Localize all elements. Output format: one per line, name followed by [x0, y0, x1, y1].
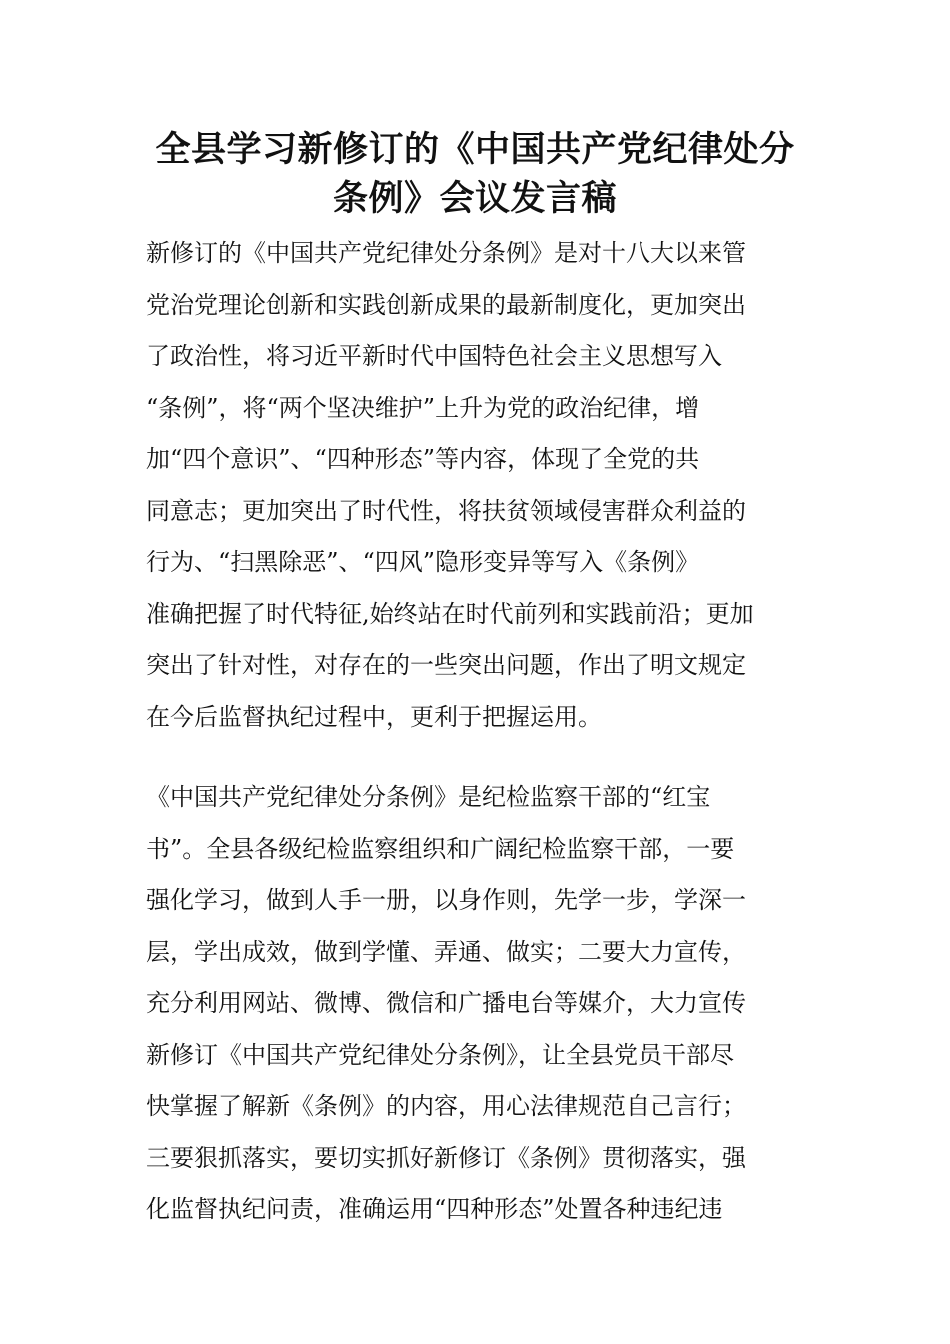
text-line: 了政治性，将习近平新时代中国特色社会主义思想写入 [146, 342, 722, 370]
text-line: 同意志；更加突出了时代性，将扶贫领域侵害群众利益的 [146, 496, 746, 525]
paragraph-2 [146, 772, 826, 1236]
text-line: 充分利用网站、微博、微信和广播电台等媒介，大力宣传 [146, 989, 746, 1017]
title-line: 全县学习新修订的《中国共产党纪律处分 [155, 130, 795, 170]
text-line: 突出了针对性，对存在的一些突出问题，作出了明文规定 [146, 651, 746, 679]
text-line: 三要狠抓落实，要切实抓好新修订《条例》贯彻落实，强 [146, 1143, 746, 1172]
text-line: 《中国共产党纪律处分条例》是纪检监察干部的“红宝 [146, 783, 711, 811]
text-line: 化监督执纪问责，准确运用“四种形态”处置各种违纪违 [146, 1195, 723, 1223]
text-line: 新修订《中国共产党纪律处分条例》，让全县党员干部尽 [146, 1040, 734, 1069]
document-title [130, 126, 820, 224]
text-line: 党治党理论创新和实践创新成果的最新制度化，更加突出 [146, 290, 746, 319]
title-line: 条例》会议发言稿 [332, 179, 617, 219]
paragraph-1 [146, 228, 826, 743]
text-line: 加“四个意识”、“四种形态”等内容，体现了全党的共 [146, 445, 700, 473]
text-line: 准确把握了时代特征,始终站在时代前列和实践前沿；更加 [146, 599, 754, 628]
text-line: 行为、“扫黑除恶”、“四风”隐形变异等写入《条例》 [146, 548, 700, 576]
text-line: 强化学习，做到人手一册，以身作则，先学一步，学深一 [146, 886, 746, 914]
text-line: “条例”，将“两个坚决维护”上升为党的政治纪律，增 [146, 393, 700, 422]
text-line: 在今后监督执纪过程中，更利于把握运用。 [146, 702, 602, 731]
text-line: 快掌握了解新《条例》的内容，用心法律规范自己言行； [146, 1092, 746, 1120]
text-line: 书”。全县各级纪检监察组织和广阔纪检监察干部，一要 [146, 834, 735, 863]
text-line: 层，学出成效，做到学懂、弄通、做实；二要大力宣传， [146, 937, 746, 966]
text-line: 新修订的《中国共产党纪律处分条例》是对十八大以来管 [146, 239, 746, 267]
